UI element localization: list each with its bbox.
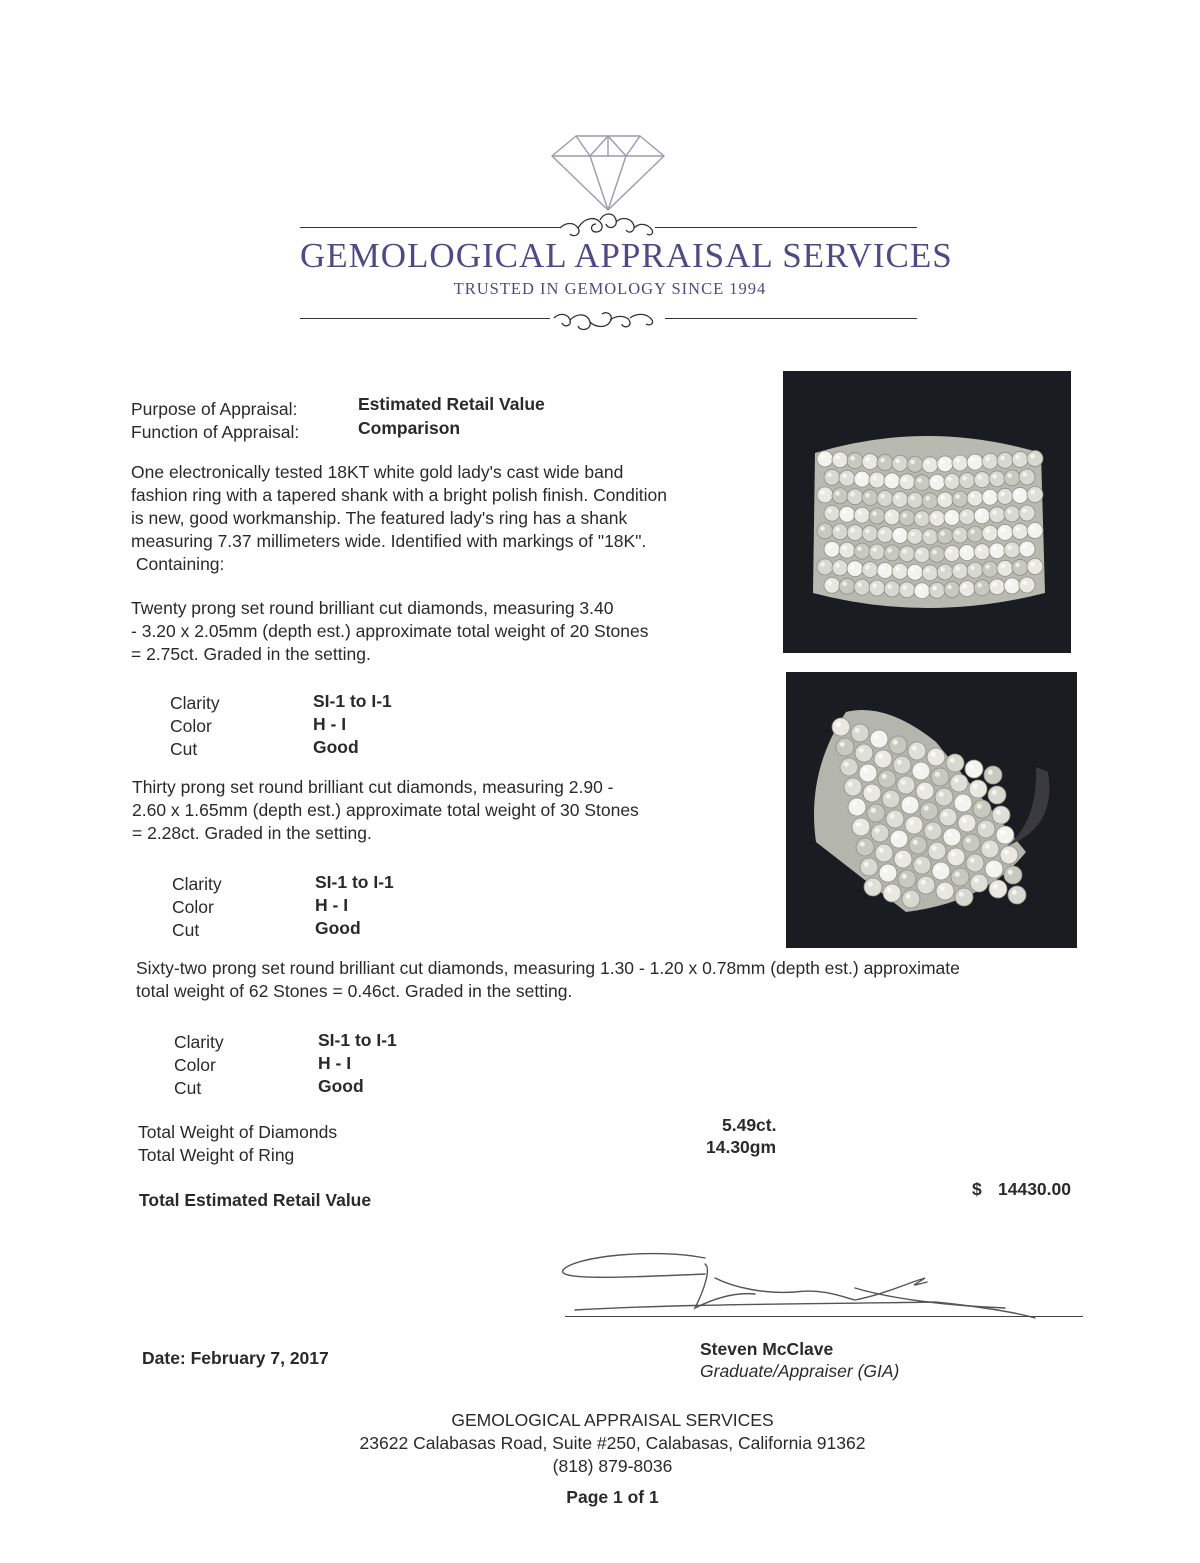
total-diamonds-value: 5.49ct. <box>722 1115 777 1135</box>
ring-photo-front <box>783 371 1071 653</box>
grade-label: Clarity <box>170 693 220 713</box>
grade-label: Color <box>174 1055 216 1075</box>
company-tagline: TRUSTED IN GEMOLOGY SINCE 1994 <box>453 279 767 298</box>
function-value: Comparison <box>358 418 461 438</box>
purpose-label: Purpose of Appraisal: <box>131 399 298 419</box>
logo <box>0 0 1200 345</box>
stone-line: total weight of 62 Stones = 0.46ct. Graded in the setting. <box>136 981 573 1001</box>
grade-value: SI-1 to I-1 <box>313 691 392 711</box>
stone-line: Thirty prong set round brilliant cut diamonds, measuring 2.90 - <box>132 777 614 797</box>
footer-company: GEMOLOGICAL APPRAISAL SERVICES <box>451 1410 774 1430</box>
grade-value: Good <box>313 737 359 757</box>
grade-label: Cut <box>174 1078 202 1098</box>
description-line: One electronically tested 18KT white gold lady's cast wide band <box>131 462 624 482</box>
grade-label: Clarity <box>174 1032 224 1052</box>
grade-value: SI-1 to I-1 <box>315 872 394 892</box>
total-ring-value: 14.30gm <box>706 1137 777 1157</box>
grade-label: Clarity <box>172 874 222 894</box>
currency-symbol: $ <box>972 1179 982 1199</box>
footer-address: 23622 Calabasas Road, Suite #250, Calabasas, California 91362 <box>359 1433 866 1453</box>
stone-line: - 3.20 x 2.05mm (depth est.) approximate total weight of 20 Stones <box>131 621 649 641</box>
grade-value: H - I <box>315 895 349 915</box>
grade-value: H - I <box>313 714 347 734</box>
ring-description <box>131 461 667 576</box>
appraisal-date: Date: February 7, 2017 <box>142 1348 329 1368</box>
appraiser-signature <box>555 1248 1085 1333</box>
logo-rule-top <box>300 227 560 228</box>
diamond-icon <box>548 132 668 212</box>
grade-value: SI-1 to I-1 <box>318 1030 397 1050</box>
logo-rule-bottom <box>665 318 917 319</box>
description-line: is new, good workmanship. The featured lady's ring has a shank <box>131 508 628 528</box>
grade-label: Cut <box>172 920 200 940</box>
footer-phone: (818) 879-8036 <box>552 1456 673 1476</box>
grade-label: Color <box>172 897 214 917</box>
company-name: GEMOLOGICAL APPRAISAL SERVICES <box>300 236 953 275</box>
grade-value: Good <box>315 918 361 938</box>
total-retail-value: 14430.00 <box>998 1179 1071 1199</box>
stone-line: 2.60 x 1.65mm (depth est.) approximate total weight of 30 Stones <box>132 800 639 820</box>
stone-line: Twenty prong set round brilliant cut diamonds, measuring 3.40 <box>131 598 614 618</box>
total-retail-label: Total Estimated Retail Value <box>139 1190 372 1210</box>
total-ring-label: Total Weight of Ring <box>138 1145 295 1165</box>
grade-value: H - I <box>318 1053 352 1073</box>
logo-rule-top <box>655 227 917 228</box>
stone-group-3-description <box>136 957 960 1003</box>
description-line: measuring 7.37 millimeters wide. Identified with markings of "18K". <box>131 531 647 551</box>
signature-line <box>565 1316 1083 1317</box>
appraiser-name: Steven McClave <box>700 1339 834 1359</box>
grade-label: Cut <box>170 739 198 759</box>
logo-rule-bottom <box>300 318 550 319</box>
stone-group-2-description <box>132 776 639 845</box>
ring-photo-angle <box>786 672 1077 948</box>
description-line: Containing: <box>131 554 225 574</box>
stone-line: = 2.28ct. Graded in the setting. <box>132 823 372 843</box>
description-line: fashion ring with a tapered shank with a bright polish finish. Condition <box>131 485 668 505</box>
function-label: Function of Appraisal: <box>131 422 300 442</box>
stone-line: Sixty-two prong set round brilliant cut diamonds, measuring 1.30 - 1.20 x 0.78mm (depth est.) approximate <box>136 958 960 978</box>
grade-value: Good <box>318 1076 364 1096</box>
appraiser-title: Graduate/Appraiser (GIA) <box>700 1361 900 1381</box>
total-diamonds-label: Total Weight of Diamonds <box>138 1122 338 1142</box>
stone-group-1-description <box>131 597 649 666</box>
page-number: Page 1 of 1 <box>566 1487 659 1507</box>
stone-line: = 2.75ct. Graded in the setting. <box>131 644 371 664</box>
grade-label: Color <box>170 716 212 736</box>
flourish-ornament-bottom <box>540 298 670 338</box>
purpose-value: Estimated Retail Value <box>358 394 545 414</box>
